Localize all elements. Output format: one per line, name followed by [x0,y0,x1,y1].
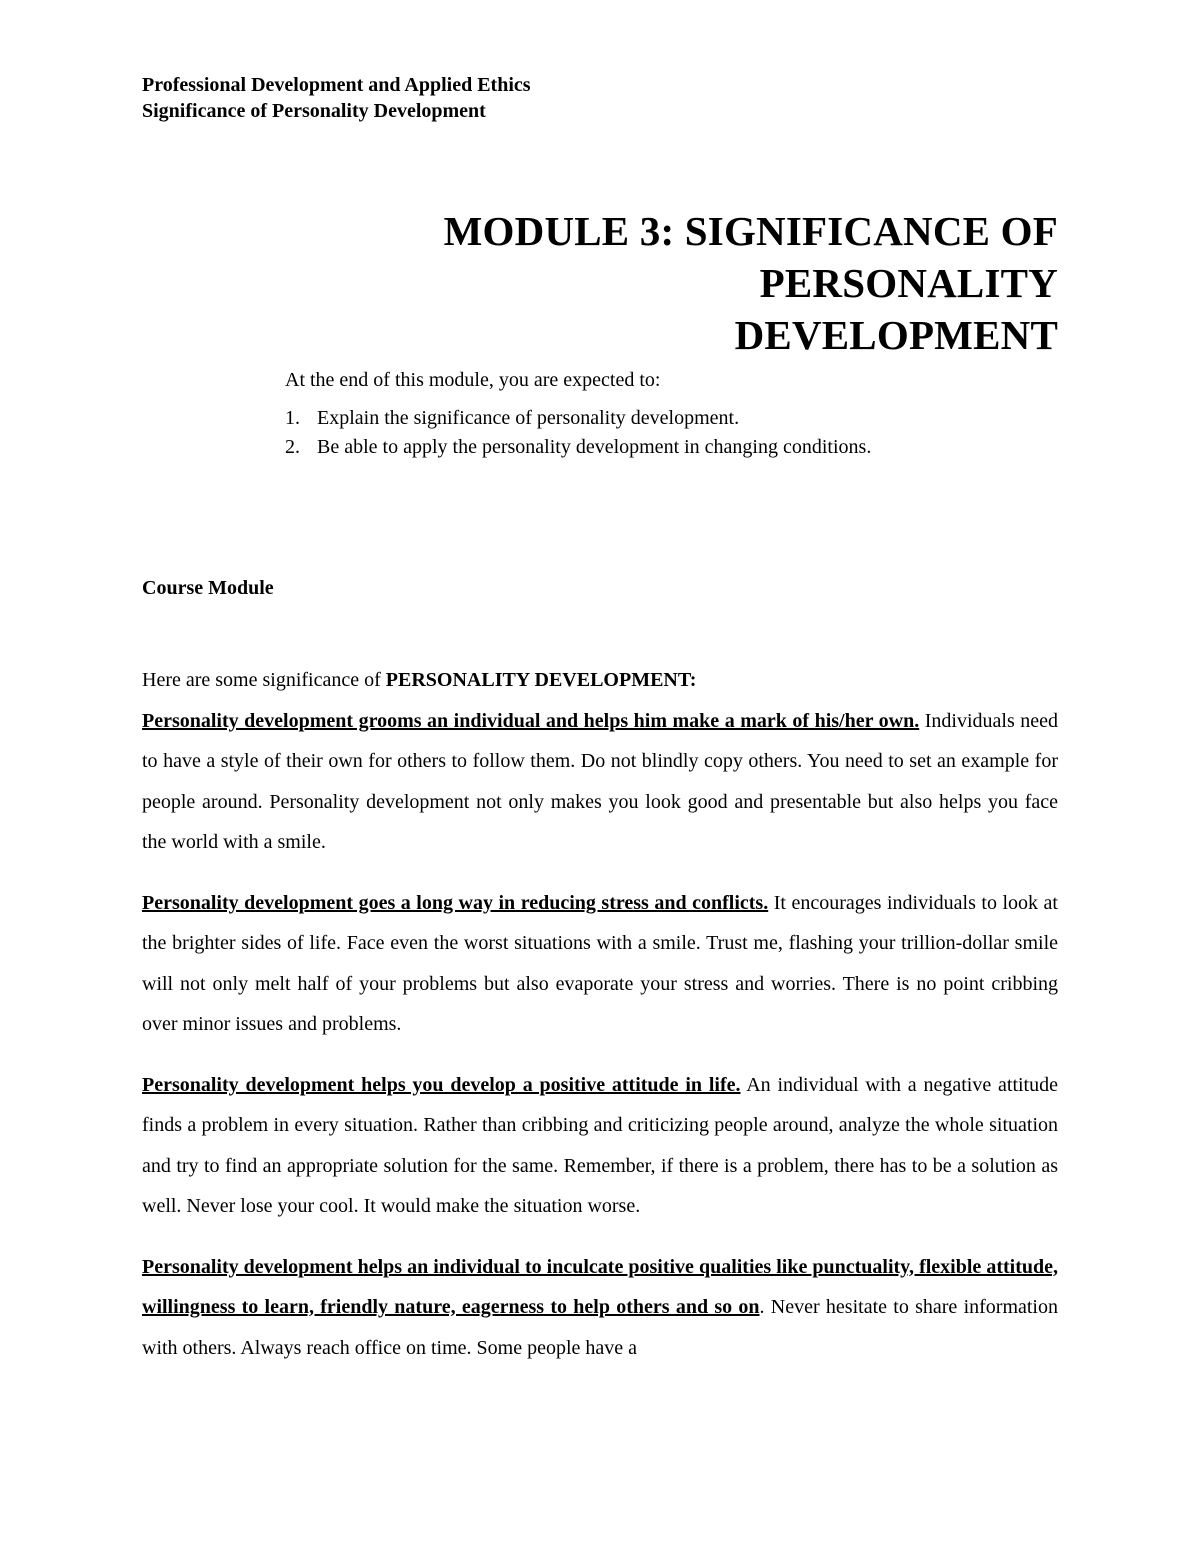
significance-section-4 [142,1247,1058,1369]
module-title-line-1: MODULE 3: SIGNIFICANCE OF PERSONALITY [443,208,1058,306]
significance-section-3 [142,1065,1058,1227]
module-title-line-2: DEVELOPMENT [734,312,1058,358]
section-heading: Personality development helps you develop a positive attitude in life. [142,1073,741,1096]
section-heading: Personality development helps an individual to inculcate positive qualities like punctuality, flexible attitude, willingness to learn, friendly nature, eagerness to help others and so on [142,1255,1058,1318]
objective-text: Be able to apply the personality development in changing conditions. [317,436,872,458]
objectives-list [285,404,871,462]
section-text: . Never hesitate to share information with others. Always reach office on time. Some people have a [142,1296,1058,1359]
section-text: An individual with a negative attitude finds a problem in every situation. Rather than cribbing and criticizing people around, analyze the whole situation and try to find an appropriate solution for the same. Remember, if there is a problem, there has to be a solution as well. Never lose your cool. It would make the situation worse. [142,1073,1058,1217]
section-heading: Personality development goes a long way in reducing stress and conflicts. [142,891,769,914]
objective-text: Explain the significance of personality development. [317,407,740,429]
body-text [142,660,1058,1388]
objective-number: 1. [285,407,300,429]
course-module-heading: Course Module [142,577,274,599]
course-name: Professional Development and Applied Ethics [142,74,531,96]
section-text: Individuals need to have a style of their own for others to follow them. Do not blindly copy others. You need to set an example for people around. Personality development not only makes you look good and presentable but also helps you face the world with a smile. [142,709,1058,853]
objective-number: 2. [285,436,300,458]
objective-item [285,433,871,462]
intro-keyword: PERSONALITY DEVELOPMENT: [385,669,697,691]
intro-prefix: Here are some significance of [142,669,386,691]
learning-objectives [285,366,871,462]
running-header [142,72,531,124]
significance-section-1 [142,701,1058,863]
topic-name: Significance of Personality Development [142,100,486,122]
objective-item [285,404,871,433]
significance-intro [142,660,1058,701]
section-text: It encourages individuals to look at the brighter sides of life. Face even the worst situations with a smile. Trust me, flashing your trillion-dollar smile will not only melt half of your problems but also evaporate your stress and worries. There is no point cribbing over minor issues and problems. [142,891,1058,1035]
objectives-intro: At the end of this module, you are expected to: [285,369,661,391]
significance-section-2 [142,883,1058,1045]
section-heading: Personality development grooms an individual and helps him make a mark of his/her own. [142,709,920,732]
module-title [138,205,1058,361]
